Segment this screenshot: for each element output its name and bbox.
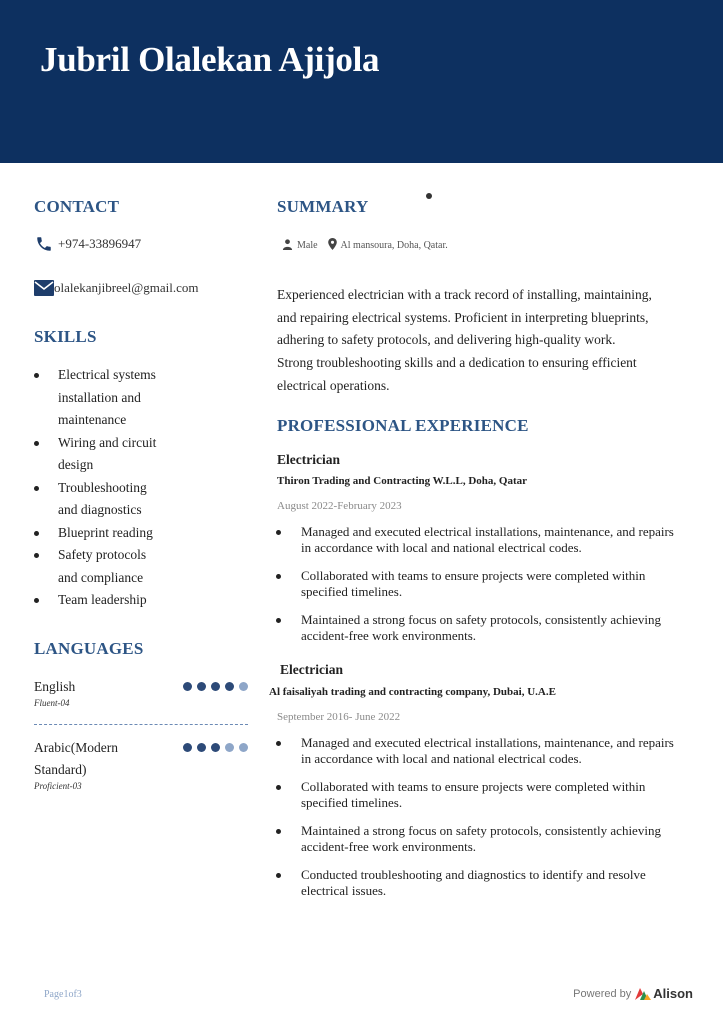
experience-bullet (276, 823, 661, 855)
skill-text: Wiring and circuit (58, 434, 157, 450)
alison-logo-icon (635, 988, 651, 1000)
bullet-text: specified timelines. (301, 795, 403, 810)
powered-by[interactable] (573, 986, 693, 1001)
alison-brand-text: Alison (653, 986, 693, 1001)
powered-by-text: Powered by (573, 987, 632, 1000)
language-rating (183, 682, 248, 691)
job-1-role: Electrician (277, 452, 340, 467)
experience-bullet (276, 779, 645, 811)
bullet-text: accident-free work environments. (301, 628, 477, 643)
envelope-icon (34, 278, 54, 298)
location-text: Al mansoura, Doha, Qatar. (340, 240, 448, 251)
person-icon (282, 239, 293, 253)
rating-dot (239, 743, 248, 752)
skill-text: Team leadership (58, 592, 147, 607)
skill-text: and diagnostics (58, 502, 142, 517)
email-address: olalekanjibreel@gmail.com (54, 280, 199, 295)
skill-text: Electrical systems (58, 367, 156, 382)
skill-text: Blueprint reading (58, 524, 153, 540)
summary-line: and repairing electrical systems. Proficient in interpreting blueprints, (277, 309, 649, 325)
skill-item (34, 364, 214, 432)
skills-list (34, 364, 214, 612)
bullet-text: Conducted troubleshooting and diagnostics to identify and resolve (301, 867, 646, 882)
skills-section-title: SKILLS (34, 327, 97, 346)
map-pin-icon (328, 238, 337, 253)
language-rating (183, 743, 248, 752)
contact-email[interactable] (34, 278, 198, 298)
skill-item (34, 522, 214, 545)
job-2-company: Al faisaliyah trading and contracting company, Dubai, U.A.E (269, 686, 556, 698)
summary-text (277, 284, 697, 398)
job-1-dates: August 2022-February 2023 (277, 500, 402, 512)
rating-dot (225, 682, 234, 691)
experience-bullet (276, 524, 674, 556)
rating-dot (225, 743, 234, 752)
bullet-text: electrical issues. (301, 883, 387, 898)
skill-text: design (58, 457, 94, 472)
language-item (34, 737, 248, 791)
rating-dot (197, 743, 206, 752)
experience-bullet (276, 735, 674, 767)
language-name: Arabic(Modern (34, 740, 118, 755)
skill-text: Safety protocols (58, 547, 147, 562)
phone-number: +974-33896947 (58, 236, 142, 251)
rating-dot (183, 682, 192, 691)
bullet-text: in accordance with local and national electrical codes. (301, 751, 582, 766)
rating-dot (183, 743, 192, 752)
bullet-text: Managed and executed electrical installations, maintenance, and repairs (301, 735, 674, 750)
summary-line: adhering to safety protocols, and delivering high-quality work. (277, 332, 616, 348)
language-divider (34, 724, 248, 725)
bullet-text: accident-free work environments. (301, 839, 477, 854)
candidate-name: Jubril Olalekan Ajijola (40, 40, 380, 79)
job-2-dates: September 2016- June 2022 (277, 711, 401, 723)
resume-header (0, 0, 723, 163)
language-item (34, 676, 248, 708)
language-level: Proficient-03 (34, 781, 82, 791)
summary-section-title: SUMMARY (277, 197, 369, 216)
experience-bullet (276, 568, 645, 600)
skill-text: Troubleshooting (58, 479, 147, 495)
skill-item (34, 477, 214, 522)
experience-bullet (276, 867, 646, 899)
bullet-text: Collaborated with teams to ensure projects were completed within (301, 568, 646, 583)
languages-section-title: LANGUAGES (34, 639, 144, 658)
bullet-text: Collaborated with teams to ensure projects were completed within (301, 779, 646, 794)
language-name: Standard) (34, 762, 87, 777)
language-level: Fluent-04 (34, 698, 70, 708)
phone-icon (34, 234, 54, 254)
skill-text: maintenance (58, 412, 127, 427)
bullet-text: in accordance with local and national electrical codes. (301, 540, 582, 555)
contact-phone[interactable] (34, 234, 141, 254)
summary-line: Experienced electrician with a track record of installing, maintaining, (277, 287, 652, 302)
gender-text: Male (297, 240, 318, 251)
personal-meta (282, 238, 448, 253)
summary-line: electrical operations. (277, 377, 390, 393)
rating-dot (239, 682, 248, 691)
summary-line: Strong troubleshooting skills and a dedication to ensuring efficient (277, 355, 637, 371)
bullet-text: Managed and executed electrical installations, maintenance, and repairs (301, 524, 674, 539)
rating-dot (211, 743, 220, 752)
bullet-text: Maintained a strong focus on safety protocols, consistently achieving (301, 612, 661, 627)
bullet-text: specified timelines. (301, 584, 403, 599)
skill-text: and compliance (58, 569, 144, 585)
contact-section-title: CONTACT (34, 197, 120, 216)
bullet-text: Maintained a strong focus on safety protocols, consistently achieving (301, 823, 661, 838)
language-name: English (34, 679, 76, 694)
skill-item (34, 589, 214, 612)
experience-section-title: PROFESSIONAL EXPERIENCE (277, 416, 529, 435)
skill-item (34, 544, 214, 589)
experience-bullet (276, 612, 661, 644)
job-1-company: Thiron Trading and Contracting W.L.L, Doha, Qatar (277, 475, 527, 487)
decorative-dot (426, 193, 432, 199)
job-2-role: Electrician (280, 662, 343, 677)
skill-text: installation and (58, 389, 141, 405)
alison-logo (635, 986, 693, 1001)
skill-item (34, 432, 214, 477)
rating-dot (197, 682, 206, 691)
rating-dot (211, 682, 220, 691)
page-number: Page1of3 (44, 989, 82, 1000)
